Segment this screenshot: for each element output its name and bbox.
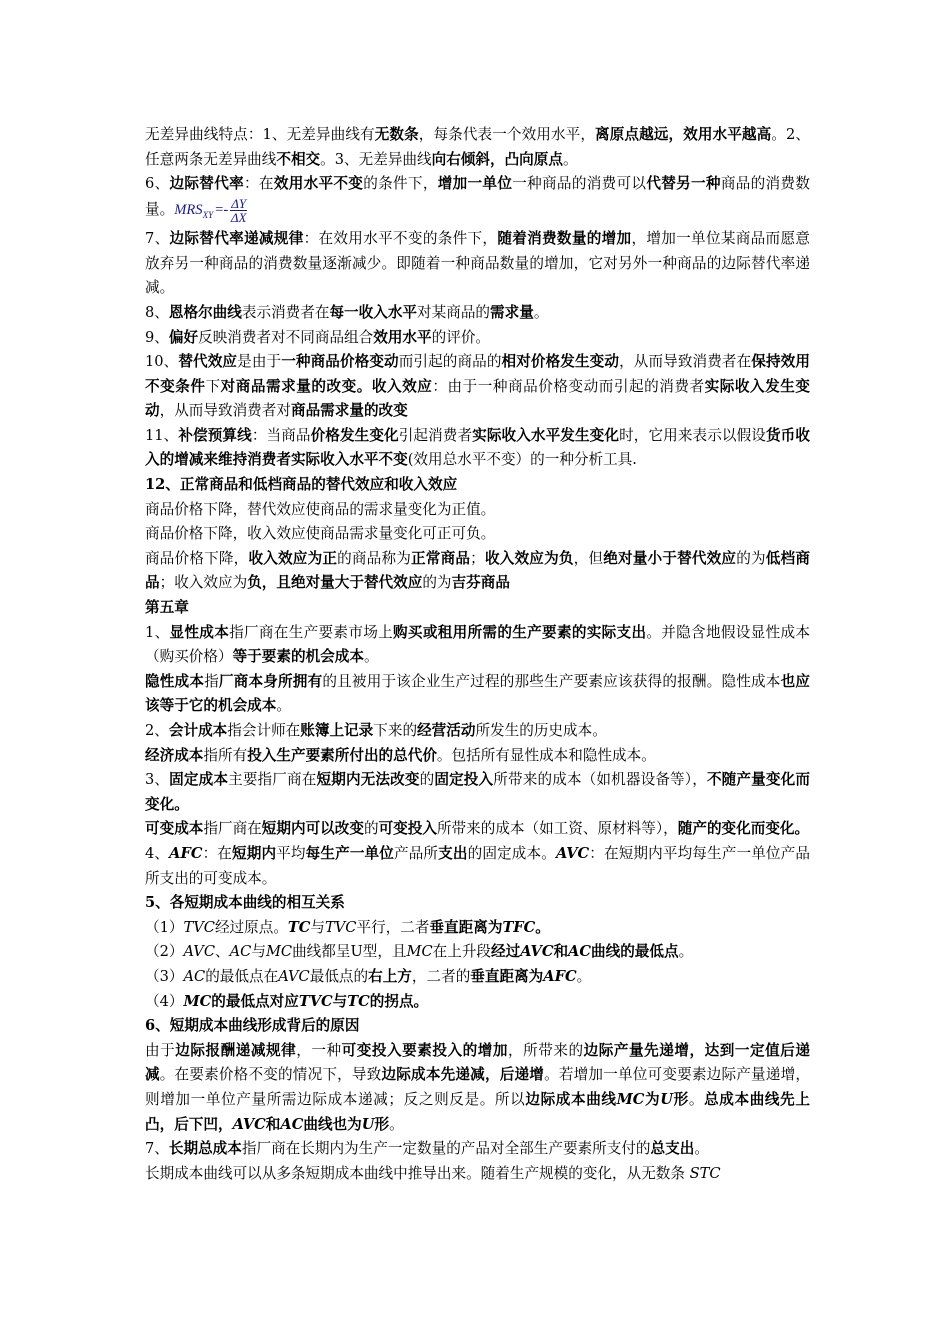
text-run: 正常商品	[411, 549, 471, 567]
text-run: 下	[205, 377, 221, 395]
paragraph-p08	[145, 473, 810, 498]
text-run: AC	[229, 943, 252, 961]
text-run: ，但	[573, 549, 604, 567]
paragraph-p17	[145, 768, 810, 817]
text-run: ：由于一种商品价格变动而引起的消费者	[432, 377, 705, 395]
text-run: 而引起的商品的	[398, 353, 502, 371]
paragraph-p18	[145, 817, 810, 842]
text-run: 相对价格发生变动	[501, 353, 620, 371]
text-run: 的评价。	[431, 328, 491, 346]
text-run: ；	[470, 549, 485, 567]
text-run: 购买或租用所需的生产要素的实际支出	[393, 623, 647, 641]
text-run: AC	[183, 967, 206, 985]
text-run: 和	[265, 1115, 281, 1133]
text-run: 平行，二者	[356, 918, 430, 936]
text-run: 显性成本	[169, 623, 230, 641]
paragraph-p06	[145, 350, 810, 424]
text-run: 每生产一单位	[305, 844, 394, 862]
text-run: 指厂商在长期内为生产一定数量的产品对全部生产要素所支付的	[241, 1140, 651, 1158]
text-run: 2、	[145, 722, 169, 739]
text-run: 6、	[145, 175, 170, 193]
text-run: （1）	[145, 918, 184, 936]
text-run: AVC	[278, 967, 310, 985]
text-run: MC	[616, 1090, 645, 1108]
text-run: 的为	[422, 574, 452, 592]
text-run: 垂直距离为	[470, 967, 544, 985]
text-run: 边际成本先递减，后递增	[381, 1066, 545, 1084]
paragraph-p05	[145, 326, 810, 351]
text-run: 固定成本	[169, 771, 229, 789]
paragraph-p28	[145, 1162, 810, 1187]
text-run: 。	[688, 1090, 705, 1108]
text-run: 主要指厂商在	[228, 771, 317, 789]
text-run: 。	[363, 648, 379, 666]
text-run: 产品所	[393, 844, 439, 862]
text-run: 一种商品价格变动	[281, 353, 399, 371]
text-run: 厂商本身所拥有	[218, 672, 323, 690]
text-run: 随着消费数量的增加	[497, 230, 632, 248]
text-run: 离原点越远，效用水平越高	[595, 126, 772, 143]
text-run: 的商品称为	[337, 549, 412, 567]
text-run: 保持效用不变条件	[145, 353, 810, 395]
text-run: TC	[347, 992, 370, 1010]
text-run: 边际替代率	[169, 175, 244, 193]
text-run: 垂直距离为	[429, 918, 503, 936]
text-run: 5、各短期成本曲线的相互关系	[145, 894, 345, 912]
paragraph-p01	[145, 123, 810, 172]
paragraph-p25	[145, 1014, 810, 1039]
text-run: TFC	[502, 918, 536, 936]
text-run: ，所带来的	[508, 1041, 584, 1059]
text-run: 的条件下，	[363, 175, 438, 193]
text-run: 也应该等于它的机会成本	[145, 672, 810, 715]
text-run: 实际收入发生变动	[145, 377, 810, 420]
text-run: 货币收入的增减来维持消费者实际收入水平不变	[145, 426, 810, 469]
text-run: MC	[406, 943, 433, 961]
text-run: 向右倾斜，凸向原点	[431, 150, 563, 168]
text-run: AC	[280, 1115, 304, 1133]
text-run: 账簿上记录	[300, 722, 374, 739]
text-run: TVC	[183, 918, 215, 936]
text-run: 指所有	[203, 746, 248, 764]
paragraph-p04	[145, 301, 810, 326]
text-run: MC	[265, 943, 293, 961]
text-run: 等于要素的机会成本	[232, 648, 364, 666]
text-run: 第五章	[145, 599, 189, 617]
text-run: 。并隐含地假设显性成本（购买价格）	[145, 623, 810, 666]
text-run: TVC	[298, 992, 333, 1010]
text-run: 对商品需求量的改变。收入效应	[220, 377, 433, 395]
text-run: 的拐点。	[369, 992, 429, 1010]
text-run: 1、	[145, 623, 170, 641]
text-run: (效用总水平不变）的一种分析工具.	[407, 451, 637, 469]
text-run: 补偿预算线	[178, 426, 252, 444]
text-run: 是由于	[237, 353, 282, 371]
text-run: 指厂商在生产要素市场上	[229, 623, 394, 641]
text-run: AVC	[183, 943, 216, 961]
text-run: 和	[553, 943, 569, 961]
text-run: 效用水平	[373, 328, 432, 346]
text-run: 恩格尔曲线	[168, 303, 242, 321]
text-run: AC	[568, 943, 591, 961]
text-run: 所带来的成本（如机器设备等），	[493, 771, 707, 789]
text-run: AVC	[555, 844, 590, 862]
text-run: 。在要素价格不变的情况下，导致	[159, 1066, 382, 1084]
paragraph-p02	[145, 172, 810, 227]
text-run: 。	[694, 1140, 709, 1158]
text-run: 。若增加一单位可变要素边际产量递增，则增加一单位产量所需边际成本递减；反之则反是。所以	[145, 1066, 810, 1108]
text-run: 商品价格下降，替代效应使商品的需求量变化为正值。	[145, 500, 496, 518]
text-run: STC	[689, 1164, 721, 1182]
paragraph-p15	[145, 719, 810, 744]
text-run: 收入效应为正	[248, 549, 338, 567]
text-run: 长期总成本	[168, 1140, 242, 1158]
text-run: 为	[644, 1090, 661, 1108]
text-run: 实际收入水平发生变化	[472, 426, 620, 444]
text-run: 时，它用来表示以假设	[619, 426, 766, 444]
text-run: 短期内	[232, 844, 277, 862]
document-body	[145, 123, 810, 1186]
formula-equals: =-	[215, 201, 229, 218]
text-run: ，每条代表一个效用水平，	[418, 126, 596, 143]
mrs-formula	[174, 195, 247, 225]
text-run: 经济成本	[145, 746, 204, 764]
text-run: 会计成本	[168, 722, 228, 739]
text-run: 曲线都呈U型，且	[292, 943, 407, 961]
text-run: 。	[562, 150, 578, 168]
text-run: 。	[576, 967, 592, 985]
text-run: 7、	[145, 230, 170, 248]
text-run: 不相交	[276, 150, 321, 168]
text-run: 隐性成本	[145, 672, 205, 690]
text-run: 经过原点。	[214, 918, 288, 936]
text-run: 所带来的成本（如工资、原材料等），	[436, 820, 678, 838]
text-run: 。2、任意两条无差异曲线	[145, 126, 810, 168]
paragraph-p22	[145, 940, 810, 965]
text-run: 3、	[145, 771, 170, 789]
paragraph-p21	[145, 916, 810, 941]
text-run: 可变投入要素投入的增加	[341, 1041, 508, 1059]
text-run: 7、	[145, 1140, 169, 1158]
text-run: 9、	[145, 328, 169, 346]
text-run: 可变成本	[145, 820, 204, 838]
text-run: 短期内无法改变	[316, 771, 420, 789]
text-run: 无差异曲线特点：1、无差异曲线有	[145, 126, 375, 143]
text-run: 右上方	[368, 967, 412, 985]
text-run: 引起消费者	[398, 426, 473, 444]
text-run: 商品价格下降，	[145, 549, 249, 567]
paragraph-p14	[145, 670, 810, 719]
text-run: AFC	[543, 967, 577, 985]
text-run: 指厂商在	[203, 820, 262, 838]
text-run: 曲线也为	[303, 1115, 362, 1133]
text-run: AFC	[169, 844, 203, 862]
formula-fraction	[230, 197, 247, 224]
text-run: 由于	[145, 1041, 176, 1059]
text-run: 偏好	[168, 328, 199, 346]
paragraph-p07	[145, 424, 810, 473]
text-run: （2）	[145, 943, 184, 961]
text-run: 的	[419, 771, 435, 789]
text-run: MC	[183, 992, 212, 1010]
text-run: 商品的消费数量。	[145, 175, 810, 218]
formula-subscript: XY	[202, 209, 214, 220]
text-run: 所发生的历史成本。	[475, 722, 607, 739]
text-run: 负，且绝对量大于替代效应	[247, 574, 423, 592]
text-run: 替代效应	[178, 353, 238, 371]
text-run: ：在效用水平不变的条件下，	[303, 230, 498, 248]
text-run: 随产的变化而变化。	[677, 820, 810, 838]
text-run: ，增加一单位某商品而愿意放弃另一种商品的消费数量逐渐减少。即随着一种商品数量的增加，它对另外一种商品的边际替代率递减。	[145, 230, 810, 297]
text-run: U	[660, 1090, 674, 1108]
text-run: 、	[215, 943, 230, 961]
text-run: 边际成本曲线	[525, 1090, 617, 1108]
text-run: TC	[287, 918, 311, 936]
text-run: 商品需求量的改变	[290, 402, 408, 420]
text-run: 经营活动	[417, 722, 476, 739]
text-run: 需求量	[490, 303, 534, 321]
text-run: TVC	[325, 918, 357, 936]
text-run: ：在	[202, 844, 233, 862]
paragraph-p09	[145, 498, 810, 523]
text-run: 支出	[438, 844, 468, 862]
text-run: 的且被用于该企业生产过程的那些生产要素应该获得的报酬。隐性成本	[322, 672, 781, 690]
text-run: 低档商品	[145, 549, 810, 592]
text-run: （4）	[145, 992, 184, 1010]
text-run: 平均	[276, 844, 306, 862]
paragraph-p03	[145, 227, 810, 301]
text-run: 12、正常商品和低档商品的替代效应和收入效应	[145, 476, 458, 494]
text-run: ，一种	[296, 1041, 342, 1059]
text-run: （3）	[145, 967, 184, 985]
text-run: 代替另一种	[646, 175, 721, 193]
text-run: 。包括所有显性成本和隐性成本。	[436, 746, 656, 764]
text-run: 与	[332, 992, 348, 1010]
text-run: 增加一单位	[437, 175, 513, 193]
text-run: 。	[276, 697, 291, 715]
text-run: 可变投入	[378, 820, 437, 838]
text-run: 10、	[145, 353, 179, 371]
text-run: 商品价格下降，收入效应使商品需求量变化可正可负。	[145, 525, 496, 543]
text-run: 最低点的	[309, 967, 369, 985]
text-run: 长期成本曲线可以从多条短期成本曲线中推导出来。随着生产规模的变化，从无数条	[145, 1164, 690, 1182]
text-run: 与	[310, 918, 326, 936]
paragraph-p19	[145, 842, 810, 891]
text-run: 不随产量变化而变化。	[145, 771, 810, 813]
paragraph-p10	[145, 522, 810, 547]
text-run: 。	[535, 918, 550, 936]
text-run: 无数条	[374, 126, 419, 143]
text-run: ：当商品	[251, 426, 311, 444]
text-run: 的为	[736, 549, 766, 567]
paragraph-p20	[145, 891, 810, 916]
text-run: 的	[363, 820, 379, 838]
text-run: 下来的	[373, 722, 418, 739]
paragraph-p13	[145, 621, 810, 670]
text-run: 吉芬商品	[451, 574, 510, 592]
text-run: 总成本曲线先上凸，后下凹，	[145, 1090, 810, 1133]
paragraph-p12	[145, 596, 810, 621]
text-run: 短期内可以改变	[261, 820, 364, 838]
text-run: ；收入效应为	[159, 574, 248, 592]
text-run: ，从而导致消费者在	[619, 353, 752, 371]
text-run: 。3、无差异曲线	[320, 150, 432, 168]
text-run: 边际替代率递减规律	[169, 230, 304, 248]
text-run: ：在短期内平均每生产一单位产品所支出的可变成本。	[145, 844, 810, 887]
text-run: 曲线的最低点	[591, 943, 679, 961]
text-run: 边际产量先递增，达到一定值后递减	[145, 1041, 810, 1084]
text-run: 边际报酬递减规律	[175, 1041, 297, 1059]
text-run: 经过	[491, 943, 521, 961]
paragraph-p23	[145, 965, 810, 990]
text-run: 指	[204, 672, 219, 690]
text-run: 与	[251, 943, 266, 961]
text-run: U	[361, 1115, 375, 1133]
paragraph-p16	[145, 744, 810, 769]
text-run: 收入效应为负	[484, 549, 574, 567]
text-run: 每一收入水平	[329, 303, 418, 321]
text-run: 。	[678, 943, 694, 961]
text-run: 一种商品的消费可以	[512, 175, 647, 193]
text-run: ，二者的	[411, 967, 471, 985]
text-run: 表示消费者在	[241, 303, 330, 321]
paragraph-p27	[145, 1137, 810, 1162]
text-run: ：在	[244, 175, 274, 193]
formula-lhs: MRS	[174, 201, 203, 218]
text-run: 指会计师在	[227, 722, 301, 739]
text-run: ，从而导致消费者对	[159, 402, 291, 420]
paragraph-p26	[145, 1039, 810, 1137]
text-run: 价格发生变化	[310, 426, 399, 444]
text-run: 的固定成本。	[467, 844, 556, 862]
text-run: 反映消费者对不同商品组合	[198, 328, 374, 346]
text-run: 。	[533, 303, 549, 321]
paragraph-p11	[145, 547, 810, 596]
text-run: 形	[374, 1115, 390, 1133]
text-run: 6、短期成本曲线形成背后的原因	[145, 1017, 360, 1035]
text-run: 4、	[145, 844, 170, 862]
text-run: 固定投入	[434, 771, 494, 789]
text-run: 8、	[145, 303, 169, 321]
text-run: AVC	[232, 1115, 266, 1133]
text-run: 在上升段	[432, 943, 492, 961]
text-run: 绝对量小于替代效应	[603, 549, 737, 567]
paragraph-p24	[145, 990, 810, 1015]
text-run: 的最低点在	[205, 967, 279, 985]
text-run: 对某商品的	[417, 303, 491, 321]
text-run: 11、	[145, 426, 179, 444]
text-run: 的最低点对应	[211, 992, 299, 1010]
text-run: 投入生产要素所付出的总代价	[247, 746, 437, 764]
text-run: 效用水平不变	[273, 175, 364, 193]
formula-denominator: ΔX	[230, 209, 247, 225]
text-run: 形	[673, 1090, 689, 1108]
text-run: 。	[389, 1115, 404, 1133]
formula-numerator: ΔY	[231, 195, 247, 211]
text-run: 总支出	[650, 1140, 695, 1158]
text-run: AVC	[520, 943, 554, 961]
